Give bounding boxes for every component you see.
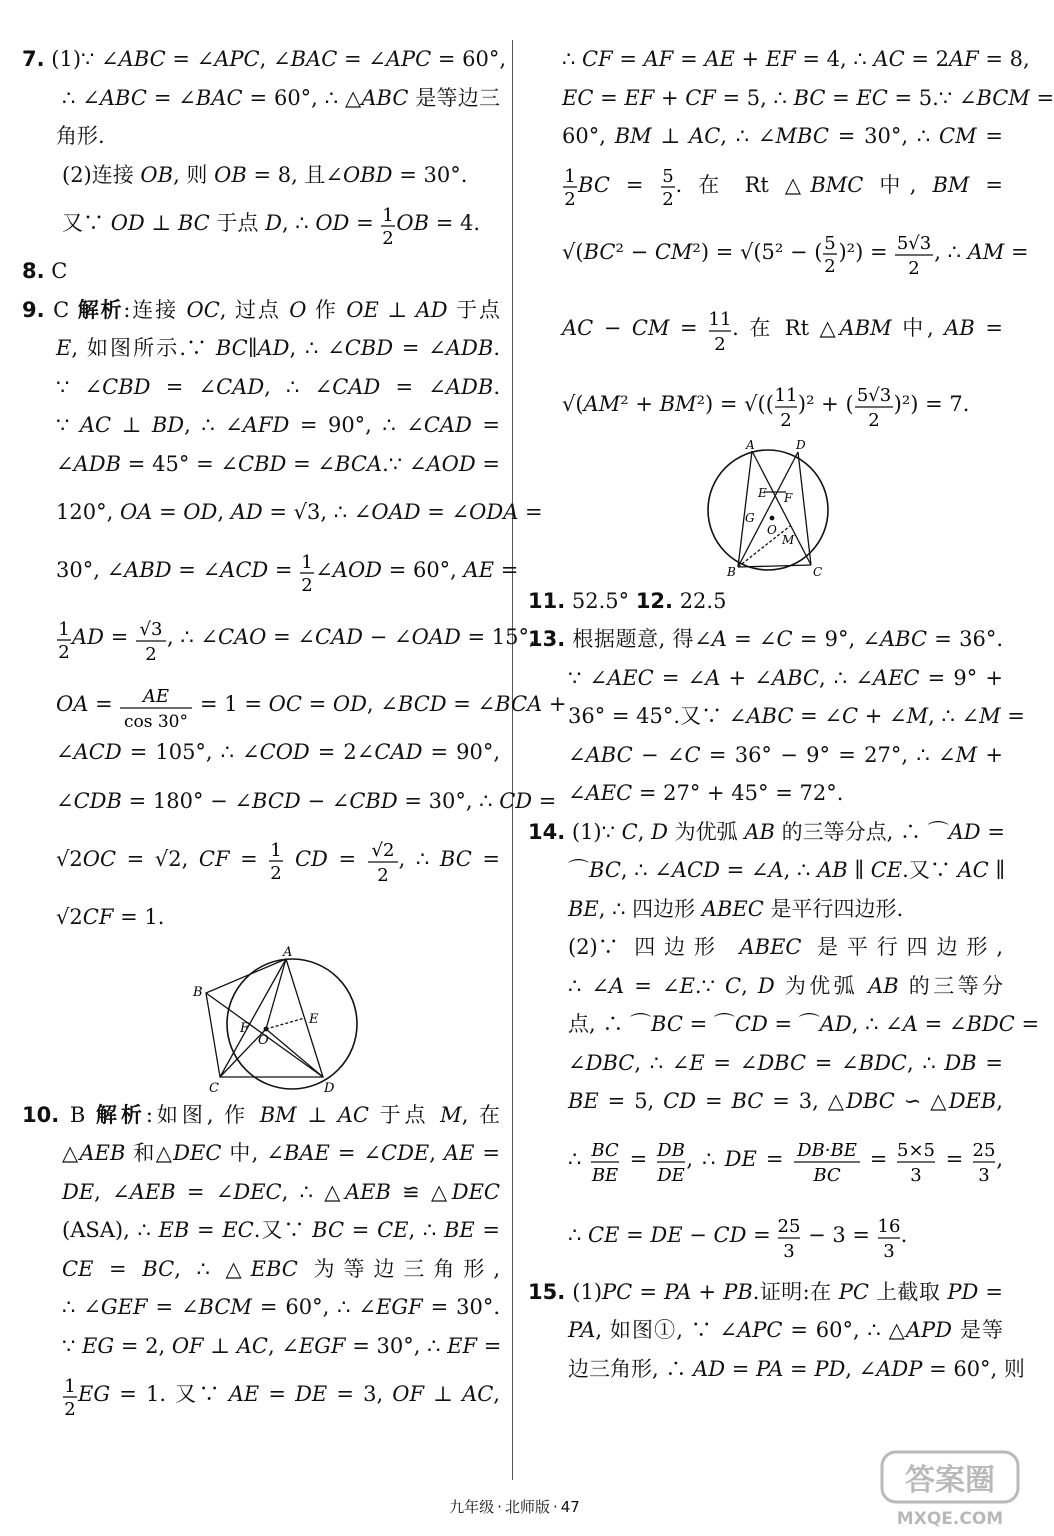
svg-text:3: 3	[783, 1241, 796, 1262]
fraction-11-over-2	[708, 305, 732, 353]
r-line-3: 60°, BM ⊥ AC, ∴ ∠MBC = 30°, ∴ CM =	[562, 124, 1003, 148]
svg-text:5: 5	[661, 166, 674, 187]
svg-text:1: 1	[382, 204, 395, 226]
fraction-half	[380, 203, 396, 247]
q14-line-10: ∴ CE = DE − CD = 25 3 − 3 = 16 3 .	[528, 1197, 1003, 1273]
fraction-sqrt3-over-2	[135, 615, 167, 663]
q14-line-1: 14. (1)∵ C, D 为优弧 AB 的三等分点, ∴ ⌒AD =	[528, 819, 1005, 844]
q9-line-7: 30°, ∠ABD = ∠ACD = 1 2 ∠AOD = 60°, AE =	[56, 551, 519, 596]
page-footer: 九年级 · 北师版 · 47	[449, 1498, 580, 1516]
q9-line-11: ∠CDB = 180° − ∠BCD − ∠CBD = 30°, ∴ CD =	[56, 788, 557, 813]
q15-line-3: 边三角形, ∴ AD = PA = PD, ∠ADP = 60°, 则	[568, 1356, 1025, 1381]
fig10-label-G: G	[745, 510, 755, 525]
svg-text:DB·BE: DB·BE	[796, 1140, 857, 1161]
svg-text:3: 3	[882, 1241, 895, 1262]
svg-text:1: 1	[58, 618, 70, 640]
q13-line-2: ∵ ∠AEC = ∠A + ∠ABC, ∴ ∠AEC = 9° +	[568, 665, 1004, 690]
q13-line-3: 36° = 45°.又∵ ∠ABC = ∠C + ∠M, ∴ ∠M =	[568, 704, 1025, 728]
fraction-half	[62, 1374, 78, 1418]
q15-line-2: PA, 如图①, ∵ ∠APC = 60°, ∴ △APD 是等	[568, 1318, 1003, 1342]
q14-line-7: ∠DBC, ∴ ∠E = ∠DBC = ∠BDC, ∴ DB =	[568, 1050, 1003, 1075]
svg-text:BC: BC	[812, 1165, 841, 1186]
svg-text:1: 1	[64, 1375, 76, 1397]
svg-text:2: 2	[824, 256, 837, 277]
fig10-label-C: C	[813, 564, 823, 579]
q9-line-3: ∵ ∠CBD = ∠CAD, ∴ ∠CAD = ∠ADB.	[56, 374, 500, 399]
svg-text:DE: DE	[657, 1165, 686, 1186]
fig10-label-B: B	[727, 564, 736, 579]
q10-line-6: ∴ ∠GEF = ∠BCM = 60°, ∴ ∠EGF = 30°.	[62, 1295, 500, 1319]
fig9-label-C: C	[209, 1080, 219, 1096]
watermark-logo	[880, 1450, 1020, 1530]
q13-line-5: ∠AEC = 27° + 45° = 72°.	[568, 781, 844, 805]
fig10-label-F: F	[784, 490, 793, 505]
fraction-25-over-3	[777, 1212, 801, 1260]
footer-grade: 九年级	[449, 1498, 495, 1516]
svg-text:5: 5	[824, 233, 837, 254]
fig9-label-F: F	[240, 1020, 250, 1036]
r-line-7: √(AM² + BM²) = √(( 11 2 )² + ( 5√3 2 )²) = 7.	[528, 366, 1003, 442]
svg-text:2: 2	[661, 189, 674, 210]
watermark-site: MXQE.COM	[896, 1509, 1004, 1529]
fraction-dbbe-over-bc	[793, 1136, 861, 1184]
q7-line-5: 又∵ OD ⊥ BC 于点 D, ∴ OD = 1 2 OB = 4.	[62, 204, 480, 249]
fig10-label-M: M	[782, 532, 795, 547]
q7-line-1: 7. (1)∵ ∠ABC = ∠APC, ∠BAC = ∠APC = 60°,	[22, 47, 507, 71]
q10-line-8: 1 2 EG = 1. 又∵ AE = DE = 3, OF ⊥ AC,	[22, 1365, 500, 1423]
svg-text:1: 1	[301, 551, 313, 573]
svg-text:2: 2	[270, 863, 283, 884]
svg-text:5×5: 5×5	[897, 1140, 936, 1161]
q9-line-13: √2CF = 1.	[56, 904, 165, 929]
fraction-5-over-2	[822, 231, 838, 275]
q13-line-4: ∠ABC − ∠C = 36° − 9° = 27°, ∴ ∠M +	[568, 742, 1003, 767]
q14-line-8: BE = 5, CD = BC = 3, △DBC ∽ △DEB,	[568, 1089, 1003, 1113]
q14-line-2: ⌒BC, ∴ ∠ACD = ∠A, ∴ AB ∥ CE.又∵ AC ∥	[568, 858, 1006, 882]
r-line-4: 1 2 BC = 5 2 . 在 Rt △BMC 中, BM =	[528, 156, 1003, 214]
right-column	[528, 40, 1054, 1388]
fraction-5-over-2	[660, 164, 676, 208]
fig9-label-O: O	[258, 1032, 269, 1048]
svg-text:5√3: 5√3	[856, 385, 891, 406]
q15-line-1: 15. (1)PC = PA + PB.证明:在 PC 上截取 PD =	[528, 1279, 1003, 1304]
fraction-5sqrt3-over-2	[894, 229, 934, 277]
fraction-half	[56, 617, 72, 661]
figure-q9	[22, 946, 500, 1096]
svg-text:2: 2	[301, 574, 313, 596]
svg-text:11: 11	[708, 309, 732, 330]
r-line-6: AC − CM = 11 2 . 在 Rt △ABM 中, AB =	[528, 290, 1003, 366]
fig10-label-A: A	[746, 437, 755, 452]
q9-line-4: ∵ AC ⊥ BD, ∴ ∠AFD = 90°, ∴ ∠CAD =	[56, 413, 500, 437]
r-line-1: ∴ CF = AF = AE + EF = 4, ∴ AC = 2AF = 8,	[562, 47, 1030, 71]
svg-text:2: 2	[58, 641, 70, 663]
q9-line-8: 1 2 AD = √3 2 , ∴ ∠CAO = ∠CAD − ∠OAD = 15°,	[22, 599, 500, 675]
page-number: 47	[560, 1498, 580, 1516]
r-line-2: EC = EF + CF = 5, ∴ BC = EC = 5.∵ ∠BCM =	[562, 85, 1054, 110]
q8-line: 8. C	[22, 259, 68, 283]
svg-text:5√3: 5√3	[897, 233, 932, 254]
svg-text:2: 2	[780, 410, 792, 431]
fraction-ae-over-cos30	[119, 682, 193, 730]
svg-text:1: 1	[270, 840, 283, 861]
q14-line-3: BE, ∴ 四边形 ABEC 是平行四边形.	[568, 896, 904, 921]
svg-text:3: 3	[910, 1165, 923, 1186]
svg-text:√3: √3	[139, 618, 163, 640]
q9-line-9: OA = AE cos 30° = 1 = OC = OD, ∠BCD = ∠BCA +	[22, 675, 500, 733]
svg-text:25: 25	[972, 1140, 996, 1161]
q9-line-5: ∠ADB = 45° = ∠CBD = ∠BCA.∵ ∠AOD =	[56, 451, 501, 476]
fig9-label-D: D	[324, 1080, 335, 1096]
q10-line-2: △AEB 和△DEC 中, ∠BAE = ∠CDE, AE =	[62, 1141, 500, 1165]
r-line-5: √(BC² − CM²) = √(5² − ( 5 2 )²) = 5√3 2 , ∴ AM =	[528, 214, 1003, 290]
q9-line-1: 9. C 解析:连接 OC, 过点 O 作 OE ⊥ AD 于点	[22, 296, 500, 322]
svg-text:√2: √2	[371, 840, 395, 861]
footer-edition: 北师版	[504, 1498, 550, 1516]
q11-12-line: 11. 52.5° 12. 22.5	[528, 588, 727, 613]
fraction-11-over-2	[774, 381, 798, 429]
fraction-bc-over-be	[590, 1136, 620, 1184]
q9-line-10: ∠ACD = 105°, ∴ ∠COD = 2∠CAD = 90°,	[56, 740, 501, 764]
q10-line-3: DE, ∠AEB = ∠DEC, ∴ △AEB ≌ △DEC	[62, 1179, 500, 1204]
fraction-half	[268, 838, 284, 882]
q9-line-12: √2OC = √2, CF = 1 2 CD = √2 2 , ∴ BC =	[22, 830, 500, 888]
q9-line-2: E, 如图所示.∵ BC∥AD, ∴ ∠CBD = ∠ADB.	[56, 336, 501, 360]
fig9-label-B: B	[193, 984, 203, 1000]
watermark-text: 答案圈	[905, 1463, 995, 1498]
left-column	[22, 40, 567, 1423]
column-divider	[512, 40, 513, 1480]
q14-line-4: (2)∵ 四边形 ABEC 是平行四边形,	[568, 935, 1003, 959]
q10-line-4: (ASA), ∴ EB = EC.又∵ BC = CE, ∴ BE =	[62, 1218, 501, 1242]
svg-text:2: 2	[714, 334, 726, 355]
svg-text:11: 11	[774, 385, 798, 406]
svg-text:25: 25	[777, 1216, 801, 1237]
svg-text:16: 16	[877, 1216, 901, 1237]
q9-line-6: 120°, OA = OD, AD = √3, ∴ ∠OAD = ∠ODA =	[56, 500, 543, 524]
fraction-5sqrt3-over-2	[854, 381, 894, 429]
fig10-label-O: O	[767, 522, 777, 537]
svg-text:1: 1	[564, 166, 576, 187]
fraction-25-over-3	[972, 1136, 996, 1184]
fig9-label-A: A	[283, 944, 293, 960]
figure-q10	[528, 437, 1003, 582]
svg-text:2: 2	[64, 1398, 76, 1420]
fraction-half	[299, 550, 315, 594]
q13-line-1: 13. 根据题意, 得∠A = ∠C = 9°, ∠ABC = 36°.	[528, 627, 1004, 651]
q10-line-1: 10. B 解析:如图, 作 BM ⊥ AC 于点 M, 在	[22, 1101, 501, 1127]
svg-text:BE: BE	[592, 1165, 619, 1186]
q14-line-9: ∴ BC BE = DB DE , ∴ DE = DB·BE BC = 5×5 3 = 25 3 ,	[528, 1121, 1003, 1197]
q14-line-5: ∴ ∠A = ∠E.∵ C, D 为优弧 AB 的三等分	[568, 973, 1004, 998]
fraction-sqrt2-over-2	[367, 836, 399, 884]
svg-text:2: 2	[564, 189, 576, 210]
fraction-5x5-over-3	[896, 1136, 936, 1184]
q7-line-3: 角形.	[56, 124, 105, 148]
svg-text:DB: DB	[657, 1140, 686, 1161]
q10-line-5: CE = BC, ∴ △EBC 为等边三角形,	[62, 1256, 500, 1281]
svg-text:3: 3	[978, 1165, 991, 1186]
fraction-db-over-de	[656, 1136, 686, 1184]
q7-line-2: ∴ ∠ABC = ∠BAC = 60°, ∴ △ABC 是等边三	[62, 85, 500, 110]
fig10-label-E: E	[758, 485, 767, 500]
svg-text:cos 30°: cos 30°	[124, 711, 189, 732]
fraction-half	[562, 164, 578, 208]
fig9-label-E: E	[309, 1011, 319, 1027]
svg-text:BC: BC	[591, 1140, 620, 1161]
svg-text:2: 2	[382, 227, 395, 249]
svg-text:2: 2	[376, 865, 389, 886]
svg-text:AE: AE	[143, 685, 170, 707]
svg-text:2: 2	[867, 410, 880, 431]
svg-text:2: 2	[145, 643, 157, 665]
q10-line-7: ∵ EG = 2, OF ⊥ AC, ∠EGF = 30°, ∴ EF =	[62, 1333, 502, 1358]
svg-text:2: 2	[908, 258, 920, 279]
fraction-16-over-3	[877, 1212, 901, 1260]
q14-line-6: 点, ∴ ⌒BC = ⌒CD = ⌒AD, ∴ ∠A = ∠BDC =	[568, 1012, 1040, 1036]
fig10-label-D: D	[796, 437, 806, 452]
q7-line-4: (2)连接 OB, 则 OB = 8, 且∠OBD = 30°.	[62, 162, 468, 187]
